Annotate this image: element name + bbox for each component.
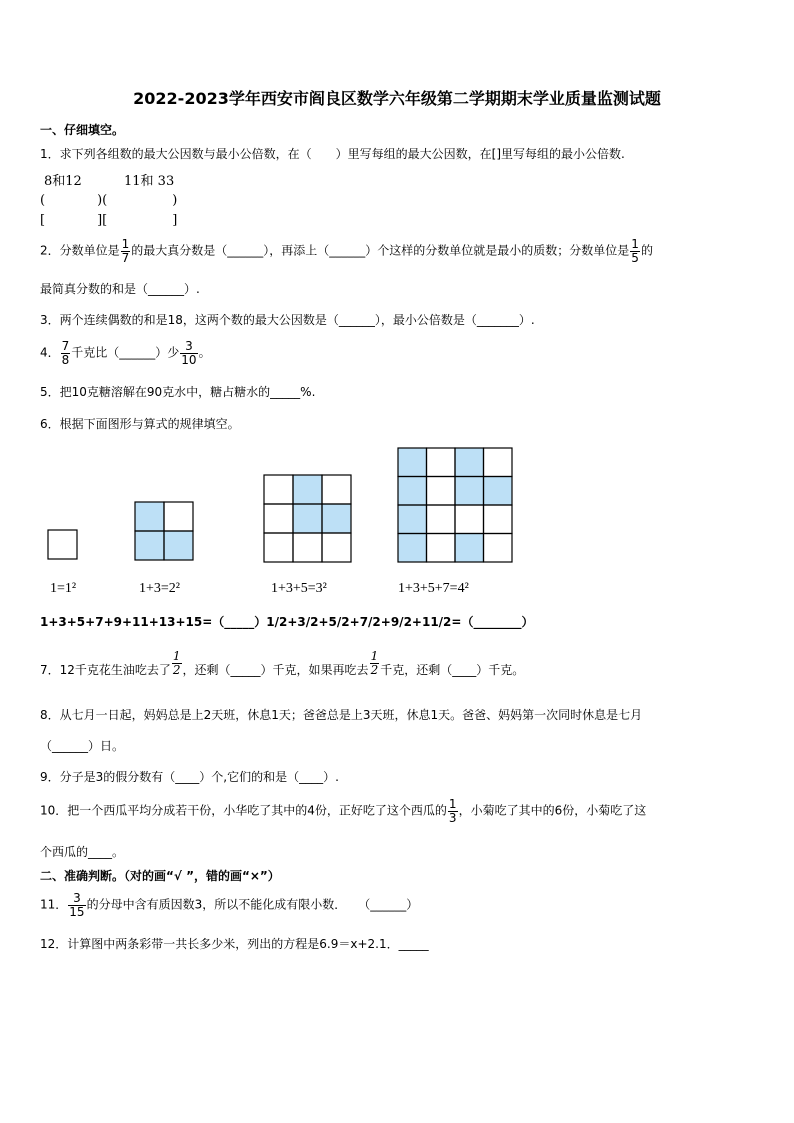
q11-number: 11．: [40, 897, 68, 912]
question-5: 5．把10克糖溶解在90克水中，糖占糖水的_____%.: [40, 385, 316, 399]
q4-fraction-2: $\frac{3}{10}$: [181, 339, 197, 367]
shaded-cell: [398, 477, 427, 506]
q7-text-c: 千克，还剩（____）千克。: [380, 663, 525, 678]
question-3: 3．两个连续偶数的和是18，这两个数的最大公因数是（______），最小公倍数是（_______）.: [40, 313, 535, 327]
question-10-line-2: 个西瓜的____。: [40, 845, 125, 859]
grid-cell-4: [455, 505, 484, 534]
shaded-cell: [322, 504, 351, 533]
figure-label-4: 1+3+5+7=4²: [398, 581, 469, 596]
shaded-cell: [455, 448, 484, 477]
q4-text-c: 。: [198, 345, 211, 360]
q10-text-a: 10．把一个西瓜平均分成若干份，小华吃了其中的4份，正好吃了这个西瓜的: [40, 803, 447, 818]
grid-cell-4: [484, 448, 513, 477]
question-10: [40, 798, 646, 824]
grid-cell-3: [322, 533, 351, 562]
question-9: 9．分子是3的假分数有（____）个,它们的和是（____）.: [40, 770, 339, 784]
grid-cell-3: [293, 533, 322, 562]
question-11: [40, 892, 418, 918]
q1-paren-row: ( )( ): [40, 193, 178, 208]
question-6-answer-line: 1+3+5+7+9+11+13+15=（_____）1/2+3/2+5/2+7/2+9/2+11/2=（________）: [40, 615, 534, 629]
shaded-cell: [455, 477, 484, 506]
shaded-cell: [455, 534, 484, 563]
q4-number: 4．: [40, 345, 60, 360]
shaded-cell: [398, 534, 427, 563]
q1-pair-2: 11和 33: [124, 174, 175, 189]
grid-cell-3: [264, 504, 293, 533]
question-1: 1．求下列各组数的最大公因数与最小公倍数，在（ ）里写每组的最大公因数，在[]里写每组的最小公倍数.: [40, 147, 625, 161]
shaded-cell: [293, 504, 322, 533]
grid-cell-3: [322, 475, 351, 504]
shaded-cell: [164, 531, 193, 560]
grid-cell-4: [427, 505, 456, 534]
q7-fraction-2: $\frac{1}{2}$: [370, 649, 379, 677]
q1-pair-1: 8和12: [44, 174, 82, 189]
grid-cell-4: [427, 448, 456, 477]
shaded-cell: [398, 448, 427, 477]
shaded-cell: [135, 531, 164, 560]
q2-text-a: 2．分数单位是: [40, 243, 120, 258]
grid-cell-3: [264, 533, 293, 562]
question-12: 12．计算图中两条彩带一共长多少米，列出的方程是6.9＝x+2.1．_____: [40, 937, 429, 951]
grid-cell-2: [164, 502, 193, 531]
grid-cell-4: [427, 534, 456, 563]
grid-cell-4: [484, 534, 513, 563]
page-title: 2022-2023学年西安市阎良区数学六年级第二学期期末学业质量监测试题: [133, 89, 661, 108]
q2-text-c: 的: [640, 243, 653, 258]
section-heading-1: 一、仔细填空。: [40, 123, 125, 137]
question-8: 8．从七月一日起，妈妈总是上2天班，休息1天；爸爸总是上3天班，休息1天。爸爸、妈妈第一次同时休息是七月: [40, 708, 643, 722]
shaded-cell: [398, 505, 427, 534]
q10-fraction: $\frac{1}{3}$: [448, 797, 457, 825]
q7-fraction-1: $\frac{1}{2}$: [172, 649, 181, 677]
figure-label-2: 1+3=2²: [139, 581, 180, 596]
grid-cell-4: [427, 477, 456, 506]
section-heading-2: 二、准确判断。（对的画“√ ”，错的画“×”）: [40, 869, 280, 883]
q11-text-b: 的分母中含有质因数3，所以不能化成有限小数． （______）: [86, 897, 419, 912]
q2-fraction-2: $\frac{1}{5}$: [631, 237, 639, 265]
q2-text-b: 的最大真分数是（______），再添上（______）个这样的分数单位就是最小的质数；分数单位是: [131, 243, 630, 258]
q1-bracket-row: [ ][ ]: [40, 213, 178, 228]
question-7: [40, 650, 524, 676]
shaded-cell: [135, 502, 164, 531]
grid-cell-4: [484, 505, 513, 534]
question-8-line-2: （______）日。: [40, 739, 125, 753]
q4-fraction-1: $\frac{7}{8}$: [61, 339, 70, 367]
shaded-cell: [293, 475, 322, 504]
q7-text-a: 7．12千克花生油吃去了: [40, 663, 171, 678]
q2-fraction-1: $\frac{1}{7}$: [121, 237, 130, 265]
shaded-cell: [484, 477, 513, 506]
grid-cell-3: [264, 475, 293, 504]
q11-fraction: $\frac{3}{15}$: [69, 891, 85, 919]
grid-cell-1: [48, 530, 77, 559]
q7-text-b: ，还剩（_____）千克，如果再吃去: [182, 663, 369, 678]
question-6: 6．根据下面图形与算式的规律填空。: [40, 417, 240, 431]
figure-label-3: 1+3+5=3²: [271, 581, 327, 596]
q4-text-b: 千克比（______）少: [71, 345, 180, 360]
q10-text-b: ，小菊吃了其中的6份，小菊吃了这: [458, 803, 647, 818]
question-2-line-2: 最简真分数的和是（______）.: [40, 282, 200, 296]
figure-label-1: 1=1²: [50, 581, 77, 596]
